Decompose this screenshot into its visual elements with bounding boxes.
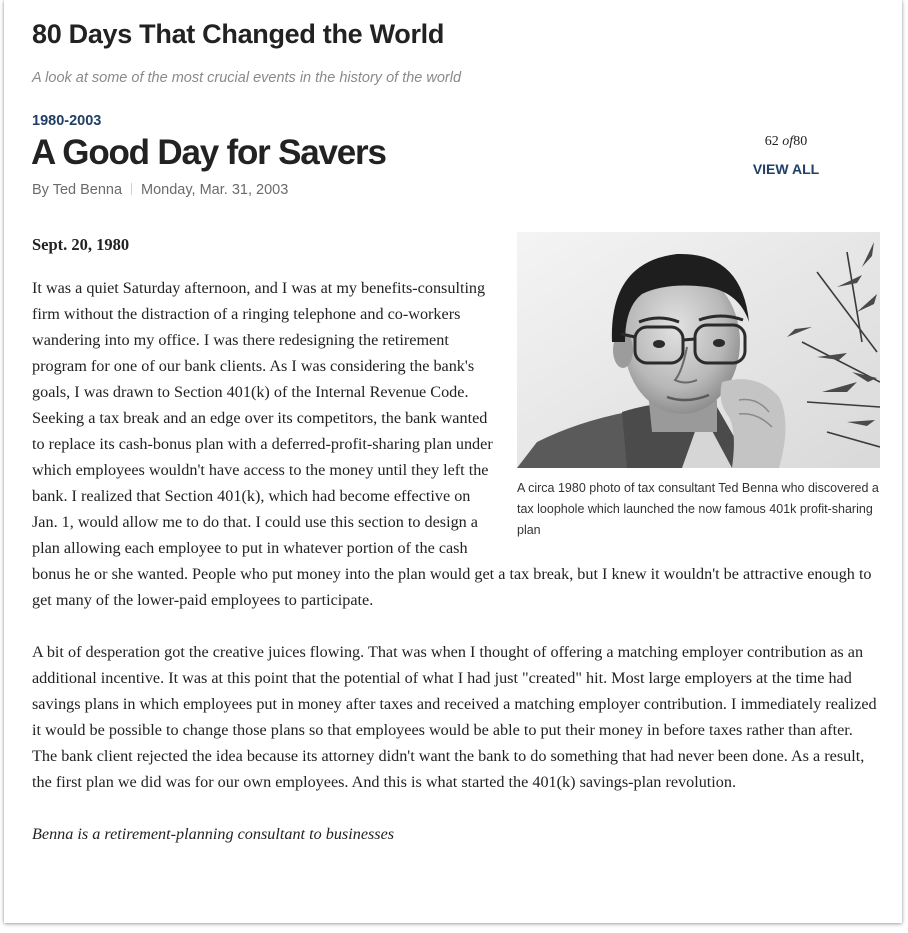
article-page [4, 0, 902, 923]
era-label: 1980-2003 [32, 113, 102, 129]
gallery-pager [726, 132, 846, 179]
author-tagline: Benna is a retirement-planning consultant to businesses [32, 825, 395, 843]
pager-count [726, 132, 846, 152]
byline [32, 180, 288, 200]
view-all-link[interactable]: VIEW ALL [752, 161, 820, 177]
pager-of: of [782, 134, 794, 149]
photo-caption: A circa 1980 photo of tax consultant Ted Benna who discovered a tax loophole which launched the now famous 401k profit-sharing plan [517, 481, 879, 537]
series-subtitle: A look at some of the most crucial events in the history of the world [32, 70, 462, 86]
author-name: By Ted Benna [32, 182, 123, 198]
article-paragraph-2: A bit of desperation got the creative juices flowing. That was when I thought of offering a matching employer contribution as an additional incentive. It was at this point that the potential of what I had just "created" hit. Most large employers at the time had savings plans in which employees put in money after taxes and received a matching employer contribution. I immediately realized it would be possible to change those plans so that employees would be able to put their money in before taxes rather than after. The bank client rejected the idea because its attorney didn't want the bank to do something that had never been done. As a result, the first plan we did was for our own employees. And this is what started the 401(k) savings-plan revolution. [32, 643, 877, 791]
pager-current: 62 [764, 134, 779, 149]
series-title[interactable]: 80 Days That Changed the World [32, 19, 445, 49]
byline-divider [131, 183, 132, 195]
pager-total: 80 [793, 134, 808, 149]
article-paragraph-1: It was a quiet Saturday afternoon, and I was at my benefits-consulting firm without the distraction of a ringing telephone and co-workers wandering into my office. I was there redesigning the retirement program for one of our bank clients. As I was considering the bank's goals, I was drawn to Section 401(k) of the Internal Revenue Code. Seeking a tax break and an edge over its competitors, the bank wanted to replace its cash-bonus plan with a deferred-profit-sharing plan under which employees wouldn't have access to the money until they left the bank. I realized that Section 401(k), which had become effective on Jan. 1, would allow me to do that. I could use this section to design a plan allowing each employee to put in whatever portion of the cash bonus he or she wanted. People who put money into the plan would get a tax break, but I knew it wouldn't be attractive enough to get many of the lower-paid employees to participate. [32, 279, 872, 609]
story-headline: A Good Day for Savers [31, 133, 386, 172]
publish-date: Monday, Mar. 31, 2003 [141, 182, 289, 198]
article-dateline: Sept. 20, 1980 [32, 235, 130, 254]
portrait-photo [517, 232, 880, 468]
article-body [32, 232, 880, 847]
photo-figure [517, 232, 880, 541]
